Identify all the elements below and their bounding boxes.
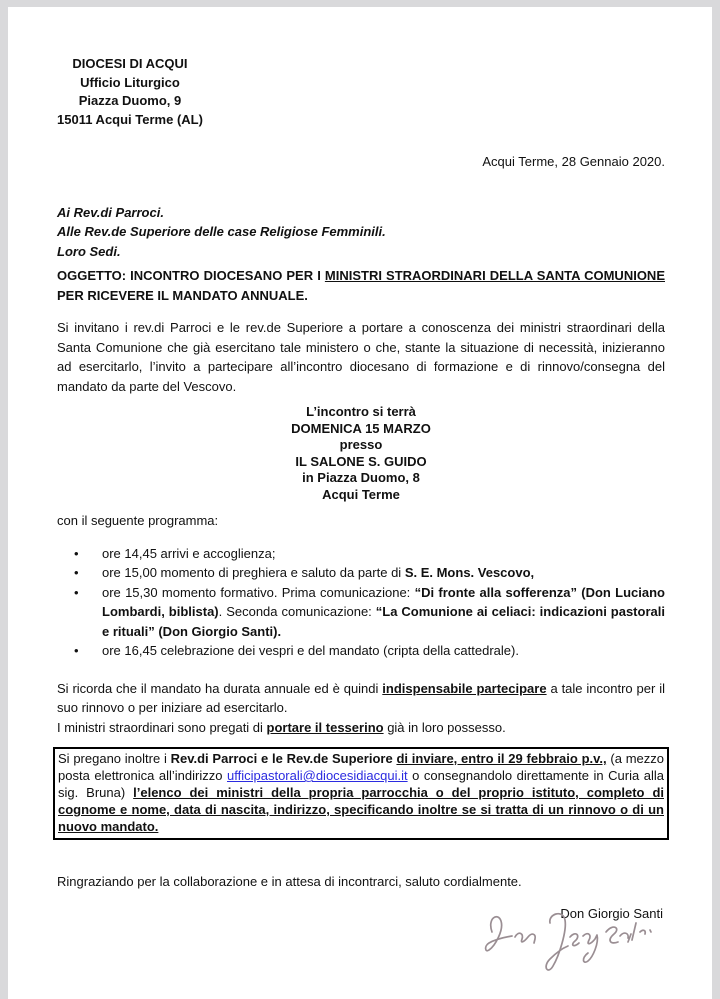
subject-underlined: MINISTRI STRAORDINARI DELLA SANTA COMUNIONE <box>324 268 665 283</box>
reminder-emphasis: indispensabile partecipare <box>382 680 547 696</box>
recipient-line: Loro Sedi. <box>57 243 121 259</box>
program-item: • ore 14,45 arrivi e accoglienza; <box>57 544 665 564</box>
event-line: DOMENICA 15 MARZO <box>291 420 431 436</box>
signature-name: Don Giorgio Santi <box>560 905 663 921</box>
letter-page <box>8 7 712 999</box>
program-item: • ore 15,30 momento formativo. Prima comunicazione: “Di fronte alla sofferenza” (Don Luciano Lombardi, biblista). Seconda comunicazione: “La Comunione ai celiaci: indicazioni pastorali e rituali” (Don Giorgio Santi). <box>57 583 665 642</box>
program-item: • ore 15,00 momento di preghiera e saluto da parte di S. E. Mons. Vescovo, <box>57 563 665 583</box>
program-list <box>57 544 665 661</box>
intro-paragraph: Si invitano i rev.di Parroci e le rev.de Superiore a portare a conoscenza dei ministri straordinari della Santa Comunione che già esercitano tale ministero o che, stante la situazione di necessità, inizieranno ad esercitarlo, l’invito a partecipare all’incontro diocesano di formazione e di rinnovo/consegna del mandato da parte del Vescovo. <box>57 320 665 394</box>
reminder-emphasis: portare il tesserino <box>266 719 384 735</box>
sender-line: Ufficio Liturgico <box>80 74 180 90</box>
event-details-block <box>57 404 665 503</box>
boxed-notice: Si pregano inoltre i Rev.di Parroci e le Rev.de Superiore di inviare, entro il 29 febbraio p.v., (a mezzo posta elettronica all’indirizzo ufficipastorali@diocesidiacqui.it o consegnandolo direttamente in Curia alla sig. Bruna) l’elenco dei ministri della propria parrocchia o del proprio istituto, completo di cognome e nome, data di nascita, indirizzo, specificando inoltre se si tratta di un rinnovo o di un nuovo mandato. <box>53 747 669 840</box>
email-link[interactable]: ufficipastorali@diocesidiacqui.it <box>227 768 408 783</box>
sender-address-block <box>57 55 203 129</box>
event-line: presso <box>339 437 383 452</box>
event-line: Acqui Terme <box>322 486 400 502</box>
sender-line: DIOCESI DI ACQUI <box>72 56 188 71</box>
sender-line: 15011 Acqui Terme (AL) <box>57 111 203 127</box>
event-line: in Piazza Duomo, 8 <box>302 470 420 485</box>
subject-line <box>57 266 665 305</box>
program-item: • ore 16,45 celebrazione dei vespri e del mandato (cripta della cattedrale). <box>57 641 665 661</box>
recipient-line: Ai Rev.di Parroci. <box>57 204 164 220</box>
letter-content <box>8 7 712 923</box>
subject-prefix: OGGETTO: INCONTRO DIOCESANO PER I <box>57 268 325 283</box>
date-line: Acqui Terme, 28 Gennaio 2020. <box>482 154 665 169</box>
program-intro: con il seguente programma: <box>57 513 219 528</box>
event-line: L’incontro si terrà <box>306 404 416 419</box>
handwritten-signature-icon <box>480 908 660 978</box>
sender-line: Piazza Duomo, 9 <box>78 93 182 108</box>
event-line: IL SALONE S. GUIDO <box>295 453 427 469</box>
closing-line: Ringraziando per la collaborazione e in attesa di incontrarci, saluto cordialmente. <box>57 874 522 889</box>
recipient-line: Alle Rev.de Superiore delle case Religiose Femminili. <box>57 224 386 239</box>
reminder-paragraph: Si ricorda che il mandato ha durata annuale ed è quindi indispensabile partecipare a tale incontro per il suo rinnovo o per iniziare ad esercitarlo. I ministri straordinari sono pregati di portare il tesserino già in loro possesso. <box>57 680 665 735</box>
recipients-block <box>57 203 665 262</box>
subject-suffix: PER RICEVERE IL MANDATO ANNUALE. <box>57 287 308 303</box>
